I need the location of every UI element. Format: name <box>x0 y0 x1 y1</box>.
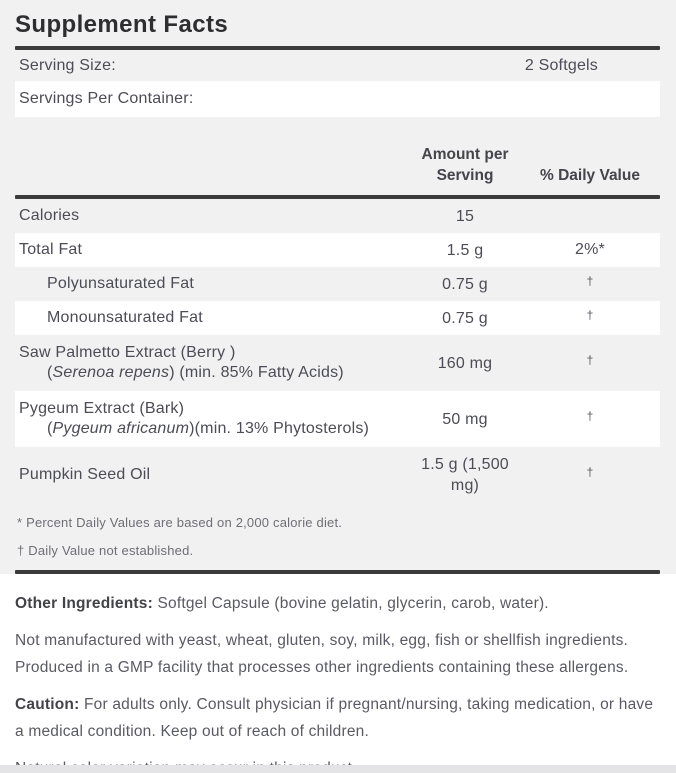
serving-size-value: 2 Softgels <box>524 56 598 74</box>
other-ingredients-text: Softgel Capsule (bovine gelatin, glycerin, carob, water). <box>152 595 549 612</box>
serving-size-row <box>15 50 660 81</box>
botanical-pre: ( <box>47 420 53 437</box>
botanical-name: Pygeum africanum <box>52 420 190 437</box>
row-daily-value: † <box>586 274 594 288</box>
botanical-post: )(min. 13% Phytosterols) <box>189 420 370 437</box>
row-daily-value: † <box>586 308 594 322</box>
row-label-line1: Pygeum Extract (Bark) <box>19 400 185 417</box>
bottom-divider-strip <box>0 765 676 773</box>
footnote-daily-values: * Percent Daily Values are based on 2,000 calorie diet. <box>17 515 343 530</box>
row-label: Total Fat <box>19 241 83 258</box>
product-info-section <box>0 574 676 773</box>
botanical-post: ) (min. 85% Fatty Acids) <box>169 364 344 381</box>
panel-title: Supplement Facts <box>15 11 229 38</box>
botanical-name: Serenoa repens <box>52 364 170 381</box>
caution-label: Caution: <box>15 696 80 713</box>
allergen-paragraph: Not manufactured with yeast, wheat, gluten, soy, milk, egg, fish or shellfish ingredients. Produced in a GMP facility that processes other ingredients containing these allergens. <box>15 632 629 676</box>
row-daily-value: † <box>586 409 594 423</box>
footnote-dagger: † Daily Value not established. <box>17 543 194 558</box>
row-label: Calories <box>19 207 80 224</box>
table-row-monounsaturated-fat <box>15 301 660 335</box>
table-row-total-fat <box>15 233 660 267</box>
row-daily-value: † <box>586 465 594 479</box>
footnotes <box>15 503 660 570</box>
row-label-line2 <box>19 363 410 383</box>
row-amount: 160 mg <box>437 354 493 372</box>
table-row-polyunsaturated-fat <box>15 267 660 301</box>
table-header-row <box>15 117 660 195</box>
serving-size-label: Serving Size: <box>19 56 116 74</box>
other-ingredients-paragraph <box>15 590 660 617</box>
table-row-pygeum <box>15 391 660 447</box>
servings-per-container-label: Servings Per Container: <box>19 90 194 107</box>
caution-text: For adults only. Consult physician if pregnant/nursing, taking medication, or have a medical condition. Keep out of reach of children. <box>15 696 654 740</box>
servings-per-container-row <box>15 81 660 117</box>
row-amount: 1.5 g (1,500 mg) <box>421 456 509 494</box>
daily-value-header: % Daily Value <box>540 167 640 184</box>
row-amount: 0.75 g <box>442 309 488 327</box>
table-row-pumpkin-seed-oil <box>15 447 660 503</box>
row-daily-value: 2%* <box>575 241 605 258</box>
row-label: Polyunsaturated Fat <box>47 275 194 292</box>
amount-per-serving-header: Amount per Serving <box>421 146 509 184</box>
row-label-line2 <box>19 419 410 439</box>
table-row-saw-palmetto <box>15 335 660 391</box>
caution-paragraph <box>15 691 660 745</box>
row-daily-value: † <box>586 353 594 367</box>
row-amount: 50 mg <box>442 410 488 428</box>
row-amount: 0.75 g <box>442 275 488 293</box>
row-amount: 15 <box>455 207 475 225</box>
botanical-pre: ( <box>47 364 53 381</box>
row-label: Pumpkin Seed Oil <box>19 466 151 483</box>
other-ingredients-label: Other Ingredients: <box>15 595 153 612</box>
table-row-calories <box>15 199 660 233</box>
row-label-line1: Saw Palmetto Extract (Berry ) <box>19 344 236 361</box>
row-label: Monounsaturated Fat <box>47 309 203 326</box>
row-amount: 1.5 g <box>446 241 484 259</box>
